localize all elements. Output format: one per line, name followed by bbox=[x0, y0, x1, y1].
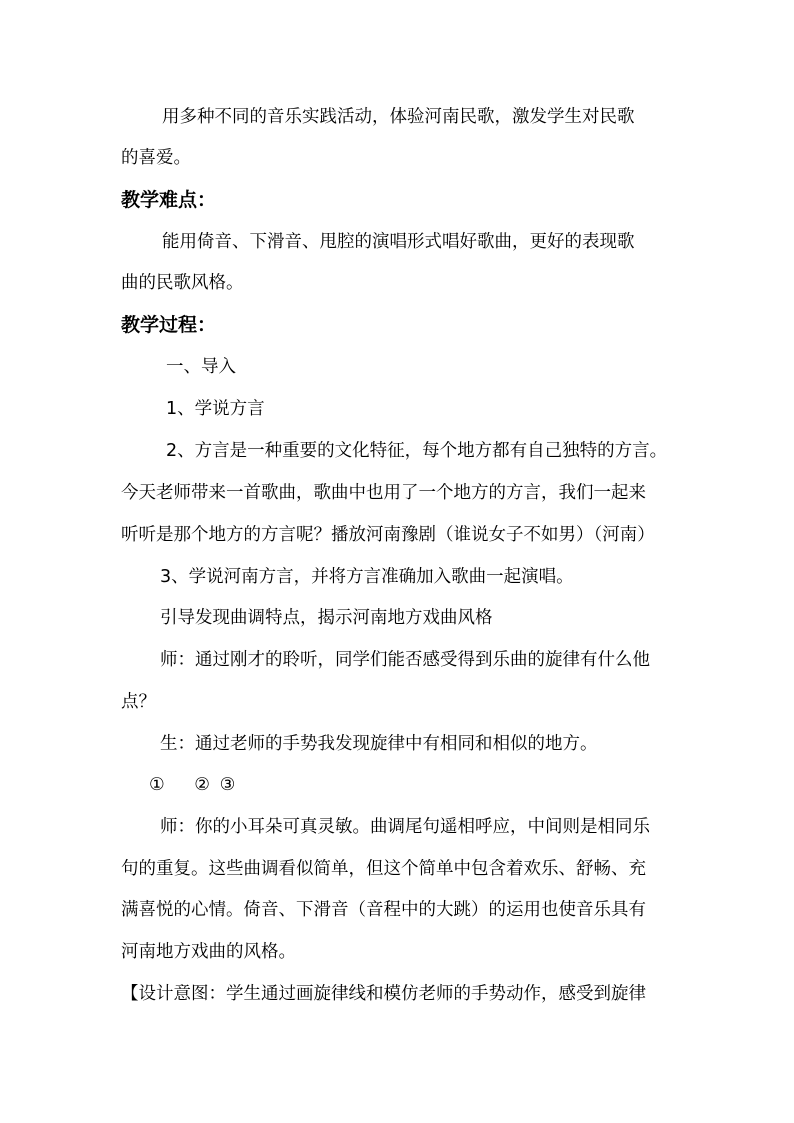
list-item: 3、学说河南方言，并将方言准确加入歌曲一起演唱。 bbox=[160, 567, 574, 587]
subsection-title: 一、导入 bbox=[166, 357, 236, 377]
paragraph-line: 听听是那个地方的方言呢？播放河南豫剧（谁说女子不如男）（河南） bbox=[121, 525, 655, 545]
marker-1: ① bbox=[149, 775, 165, 795]
section-heading-process: 教学过程： bbox=[121, 314, 217, 336]
marker-3: ③ bbox=[219, 775, 236, 795]
list-item: 1、学说方言 bbox=[166, 399, 265, 419]
paragraph-line: 2、方言是一种重要的文化特征，每个地方都有自己独特的方言。 bbox=[166, 441, 668, 461]
paragraph-line: 用多种不同的音乐实践活动，体验河南民歌，激发学生对民歌 bbox=[162, 107, 635, 127]
design-intent-line: 【设计意图：学生通过画旋律线和模仿老师的手势动作，感受到旋律 bbox=[121, 984, 646, 1004]
marker-2: ② bbox=[194, 775, 210, 795]
section-heading-difficulty: 教学难点： bbox=[121, 189, 217, 211]
paragraph-line: 今天老师带来一首歌曲，歌曲中也用了一个地方的方言，我们一起来 bbox=[121, 483, 646, 503]
paragraph-line: 的喜爱。 bbox=[121, 148, 191, 168]
paragraph-line: 生：通过老师的手势我发现旋律中有相同和相似的地方。 bbox=[160, 734, 598, 754]
paragraph-line: 句的重复。这些曲调看似简单，但这个简单中包含着欢乐、舒畅、充 bbox=[121, 859, 646, 879]
paragraph-line: 河南地方戏曲的风格。 bbox=[121, 942, 296, 962]
paragraph-line: 能用倚音、下滑音、甩腔的演唱形式唱好歌曲，更好的表现歌 bbox=[162, 232, 635, 252]
circled-markers bbox=[149, 773, 235, 797]
paragraph-line: 点？ bbox=[121, 692, 156, 712]
paragraph-line: 引导发现曲调特点，揭示河南地方戏曲风格 bbox=[160, 608, 493, 628]
paragraph-line: 满喜悦的心情。倚音、下滑音（音程中的大跳）的运用也使音乐具有 bbox=[121, 900, 646, 920]
paragraph-line: 曲的民歌风格。 bbox=[121, 273, 244, 293]
paragraph-line: 师：通过刚才的聆听，同学们能否感受得到乐曲的旋律有什么他 bbox=[160, 650, 650, 670]
paragraph-line: 师：你的小耳朵可真灵敏。曲调尾句遥相呼应，中间则是相同乐 bbox=[160, 817, 650, 837]
